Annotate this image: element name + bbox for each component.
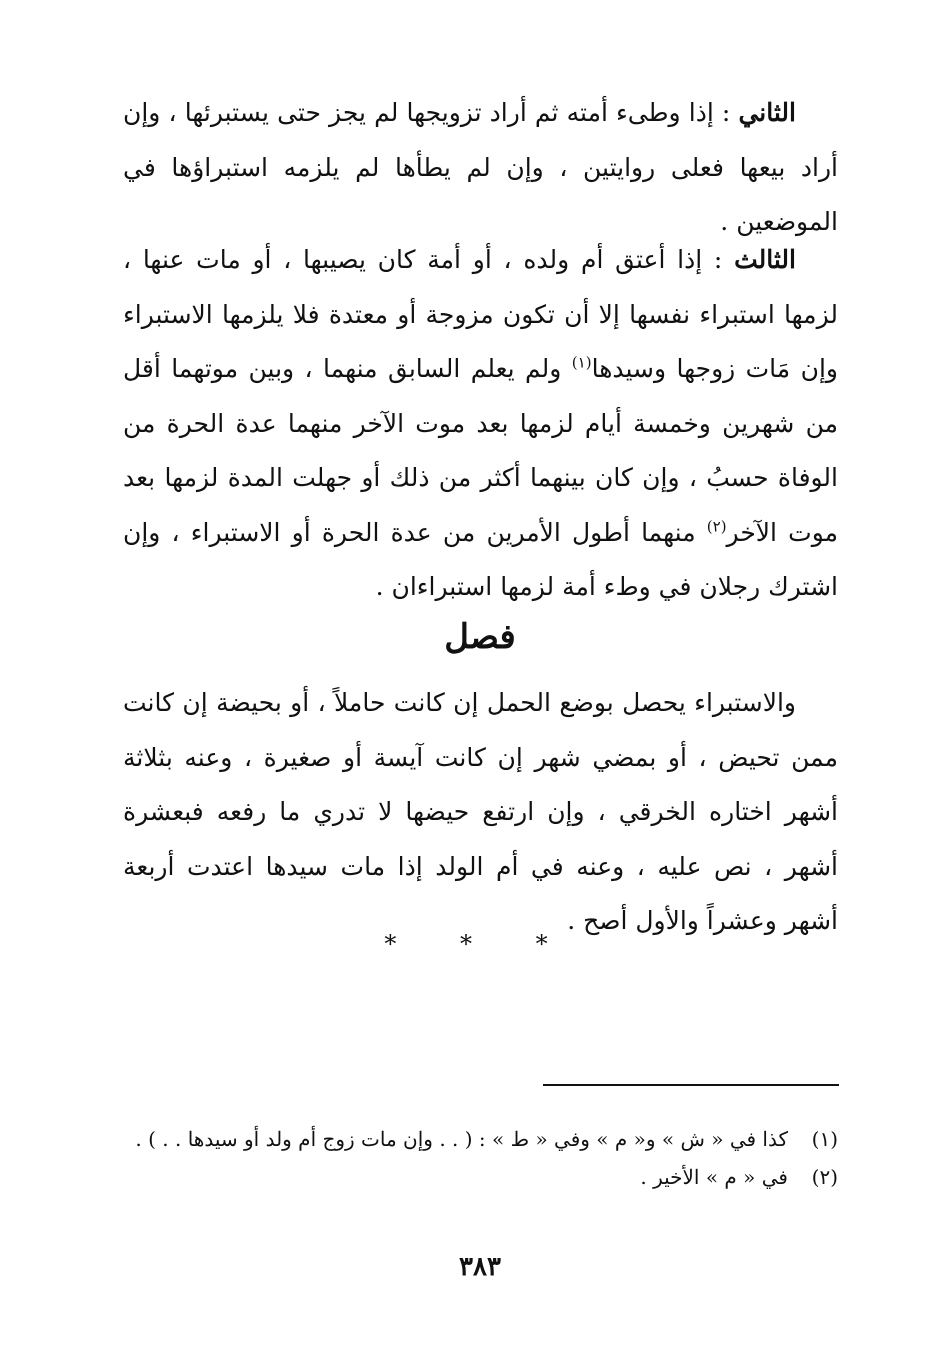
footnote-number: (١) (811, 1127, 838, 1151)
paragraph-text: : إذا وطىء أمته ثم أراد تزويجها لم يجز حتى يستبرئها ، وإن أراد بيعها فعلى روايتين ، وإن لم يطأها لم يلزمه استبراؤها في الموضعين . (123, 98, 838, 236)
paragraph-text: ولم يعلم السابق منهما ، وبين موتهما أقل من شهرين وخمسة أيام لزمها بعد موت الآخر منهما عدة الحرة من الوفاة حسبُ ، وإن كان بينهما أكثر من ذلك أو جهلت المدة لزمها بعد موت الآخر (123, 354, 838, 547)
paragraph-text: : إذا أعتق أم ولده ، أو أمة كان يصيبها ، أو مات عنها ، لزمها استبراء نفسها إلا أن تكون مزوجة أو معتدة فلا يلزمها الاستبراء وإن مَات زوجها وسيدها (123, 245, 838, 383)
paragraph-third (123, 233, 838, 615)
footnote-text: في « م » الأخير . (640, 1165, 788, 1189)
section-heading: فصل (444, 617, 516, 657)
paragraph-text: منهما أطول الأمرين من عدة الحرة أو الاستبراء ، وإن اشترك رجلان في وطء أمة لزمها استبراءان . (123, 517, 838, 601)
footnote-text: كذا في « ش » و« م » وفي « ط » : ( . . وإن مات زوج أم ولد أو سيدها . . ) . (135, 1127, 788, 1151)
footnotes (123, 1120, 838, 1196)
footnote-ref-2[interactable]: (٢) (706, 517, 727, 536)
footnote-ref-1[interactable]: (١) (571, 353, 592, 372)
footnote-number: (٢) (811, 1165, 838, 1189)
footnote-divider (543, 1084, 839, 1086)
paragraph-section: والاستبراء يحصل بوضع الحمل إن كانت حاملاً ، أو بحيضة إن كانت ممن تحيض ، أو بمضي شهر إن كانت آيسة أو صغيرة ، وعنه بثلاثة أشهر اختاره الخرقي ، وإن ارتفع حيضها لا تدري ما رفعه فبعشرة أشهر ، نص عليه ، وعنه في أم الولد إذا مات سيدها اعتدت أربعة أشهر وعشراً والأول أصح . (123, 688, 838, 935)
section-separator: * * * (384, 930, 576, 958)
footnote-item (123, 1120, 838, 1158)
paragraph-second (123, 86, 838, 250)
paragraph-term: الثاني (738, 98, 796, 127)
paragraph-term: الثالث (734, 245, 796, 274)
page-number: ٣٨٣ (459, 1252, 501, 1282)
footnote-item (123, 1158, 838, 1196)
